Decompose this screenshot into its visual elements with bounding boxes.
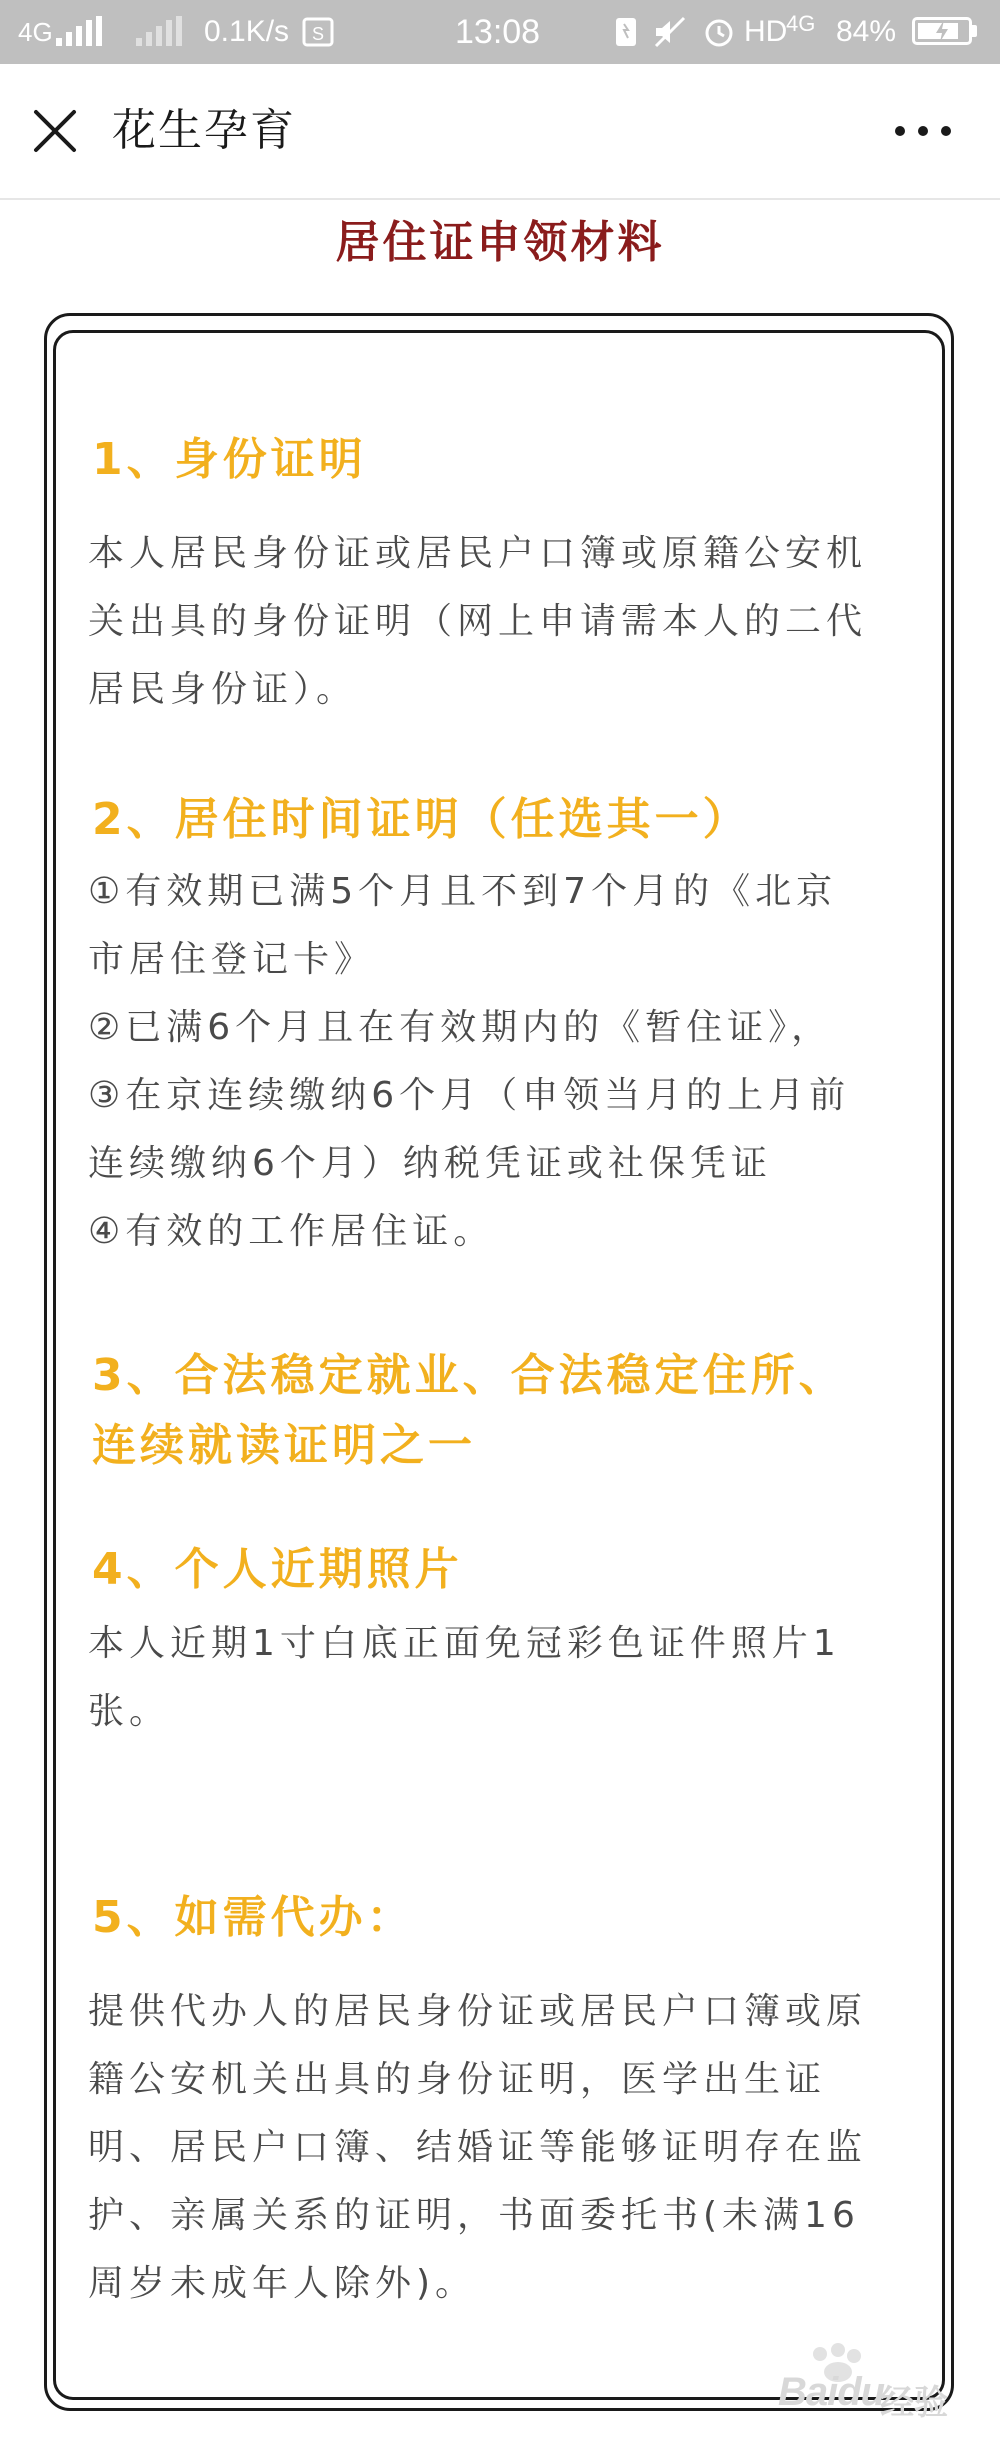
body-line: 连续缴纳6个月）纳税凭证或社保凭证: [88, 1143, 772, 1184]
body-line: 本人居民身份证或居民户口簿或原籍公安机: [88, 533, 868, 574]
body-line: ②已满6个月且在有效期内的《暂住证》，: [88, 1007, 833, 1048]
mute-icon: [652, 16, 688, 48]
signal-icon-secondary: [136, 16, 182, 46]
screenshot-icon: [302, 17, 334, 47]
body-line: ④有效的工作居住证。: [88, 1211, 495, 1252]
section-body-identity: [88, 520, 918, 724]
section-heading-photo: 4、个人近期照片: [92, 1544, 463, 1595]
section-heading-residence-time: 2、居住时间证明（任选其一）: [92, 794, 751, 845]
signal-icon: [56, 16, 102, 46]
nav-title: 花生孕育: [112, 105, 296, 156]
body-line: ①有效期已满5个月且不到7个月的《北京: [88, 871, 838, 912]
body-line: 明、居民户口簿、结婚证等能够证明存在监: [88, 2127, 868, 2168]
body-line: ③在京连续缴纳6个月（申领当月的上月前: [88, 1075, 851, 1116]
body-line: 市居住登记卡》: [88, 939, 376, 980]
navigation-bar: [0, 64, 1000, 200]
more-icon[interactable]: [888, 114, 958, 148]
section-heading-employment-line2: 连续就读证明之一: [92, 1420, 476, 1471]
hd-label: HD: [744, 15, 788, 48]
battery-tip: [972, 25, 977, 37]
body-line: 关出具的身份证明（网上申请需本人的二代: [88, 601, 868, 642]
network-speed: 0.1K/s: [204, 15, 290, 48]
body-line: 护、亲属关系的证明，书面委托书(未满16: [88, 2195, 860, 2236]
page-title: 居住证申领材料: [335, 217, 665, 268]
section-heading-employment: 3、合法稳定就业、合法稳定住所、: [92, 1350, 847, 1401]
body-line: 张。: [88, 1691, 171, 1732]
battery-percent: 84%: [836, 15, 897, 48]
clock: 13:08: [455, 13, 541, 51]
body-line: 居民身份证）。: [88, 669, 358, 710]
section-heading-agent: 5、如需代办：: [92, 1892, 415, 1943]
section-heading-identity: 1、身份证明: [92, 434, 367, 485]
body-line: 提供代办人的居民身份证或居民户口簿或原: [88, 1991, 868, 2032]
close-icon[interactable]: [28, 104, 82, 158]
charging-icon: [930, 18, 954, 44]
watermark-subtext: 经验: [880, 2383, 948, 2423]
body-line: 本人近期1寸白底正面免冠彩色证件照片1: [88, 1623, 841, 1664]
alarm-icon: [702, 15, 736, 49]
section-body-photo: [88, 1610, 918, 1746]
status-bar: [0, 0, 1000, 64]
sim-lock-icon: [614, 16, 638, 48]
svg-text:S: S: [311, 24, 325, 44]
watermark-text: Baidu: [778, 2370, 885, 2414]
section-body-residence-time: [88, 858, 918, 1266]
body-line: 籍公安机关出具的身份证明，医学出生证: [88, 2059, 827, 2100]
body-line: 周岁未成年人除外)。: [88, 2263, 477, 2304]
section-body-agent: [88, 1978, 918, 2318]
network-type-label-2: 4G: [786, 11, 816, 36]
network-type-label: 4G: [18, 17, 53, 47]
